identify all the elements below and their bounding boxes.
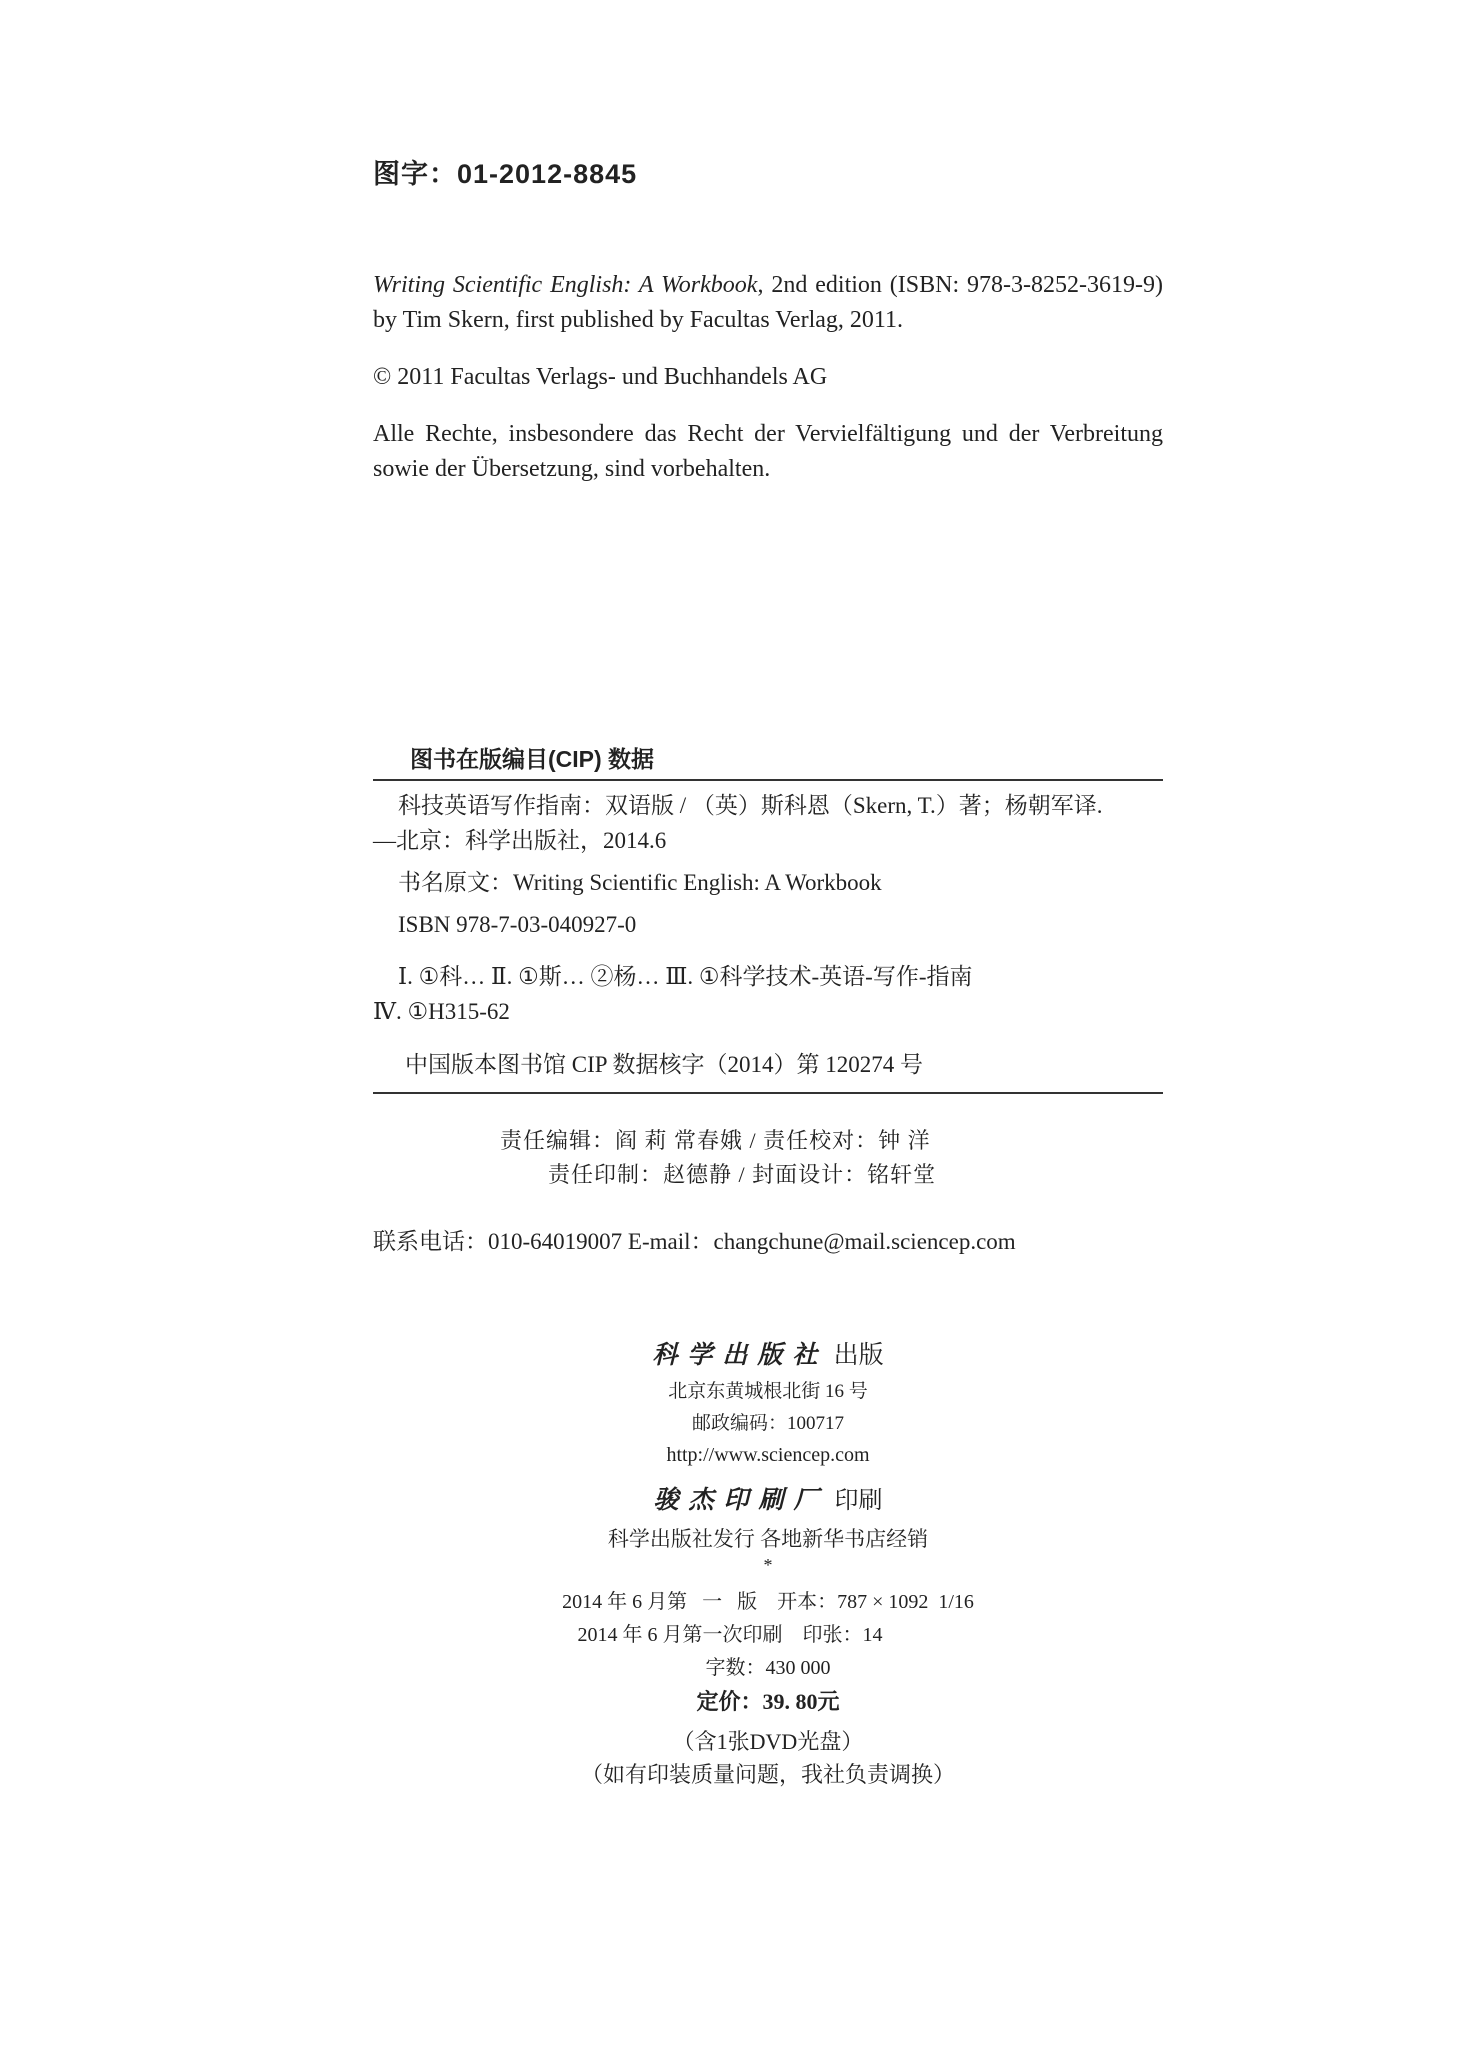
cip-title-line-2: —北京：科学出版社，2014.6 (373, 828, 667, 853)
original-edition-notice (373, 268, 1163, 509)
contact-line: 联系电话：010-64019007 E-mail：changchune@mail.sciencep.com (373, 1229, 1016, 1254)
printing-line: 2014 年 6 月第一次印刷 印张：14 (577, 1624, 883, 1646)
copyright-notice: © 2011 Facultas Verlags- und Buchhandels AG (373, 364, 828, 390)
cip-heading: 图书在版编目(CIP) 数据 (410, 746, 655, 772)
word-count: 字数：430 000 (705, 1657, 831, 1679)
publisher-block (373, 1335, 1163, 1815)
credits-print-design: 责任印制：赵德静 / 封面设计：铭轩堂 (548, 1162, 937, 1187)
publisher-website: http://www.sciencep.com (666, 1444, 870, 1466)
cip-bottom-rule (373, 1092, 1163, 1094)
printer-name: 骏杰印刷厂 (653, 1487, 829, 1514)
edition-line: 2014 年 6 月第 一 版 开本：787 × 1092 1/16 (562, 1591, 974, 1613)
publisher-line (373, 1335, 1163, 1371)
cip-original-title: 书名原文：Writing Scientific English: A Workbook (398, 870, 882, 895)
cip-subjects-line-2: Ⅳ. ①H315-62 (373, 999, 510, 1024)
rights-notice: Alle Rechte, insbesondere das Recht der Vervielfältigung und der Verbreitung sowie der Übersetzung, sind vorbehalten. (373, 421, 1163, 482)
cip-title-line-1: 科技英语写作指南：双语版 / （英）斯科恩（Skern, T.）著；杨朝军译. (398, 793, 1103, 818)
cip-library-record: 中国版本图书馆 CIP 数据核字（2014）第 120274 号 (405, 1052, 923, 1077)
publisher-address: 北京东黄城根北街 16 号 (668, 1381, 868, 1402)
distribution-line: 科学出版社发行 各地新华书店经销 (607, 1527, 929, 1551)
publisher-role: 出版 (833, 1342, 884, 1369)
exchange-note: （如有印装质量问题，我社负责调换） (580, 1762, 955, 1787)
original-edition-paragraph (373, 268, 1163, 338)
dvd-note: （含1张DVD光盘） (672, 1729, 864, 1754)
credits-editors: 责任编辑：阎 莉 常春娥 / 责任校对：钟 洋 (500, 1128, 931, 1153)
original-edition-details: , 2nd edition (ISBN: 978-3-8252-3619-9) by Tim Skern, first published by Facultas Verlag, 2011. (373, 272, 1163, 333)
publisher-name: 科学出版社 (652, 1342, 828, 1369)
printer-role: 印刷 (834, 1488, 883, 1514)
publisher-postcode: 邮政编码：100717 (691, 1413, 844, 1434)
separator-asterisk: * (763, 1555, 773, 1575)
copyright-registration-number: 图字：01-2012-8845 (373, 159, 638, 189)
original-book-title: Writing Scientific English: A Workbook (373, 272, 758, 298)
printer-line (373, 1480, 1163, 1516)
cip-subjects-line-1: Ⅰ. ①科… Ⅱ. ①斯… ②杨… Ⅲ. ①科学技术-英语-写作-指南 (398, 964, 973, 989)
cip-top-rule (373, 779, 1163, 781)
price: 定价：39. 80元 (696, 1689, 840, 1714)
cip-isbn: ISBN 978-7-03-040927-0 (398, 912, 637, 937)
